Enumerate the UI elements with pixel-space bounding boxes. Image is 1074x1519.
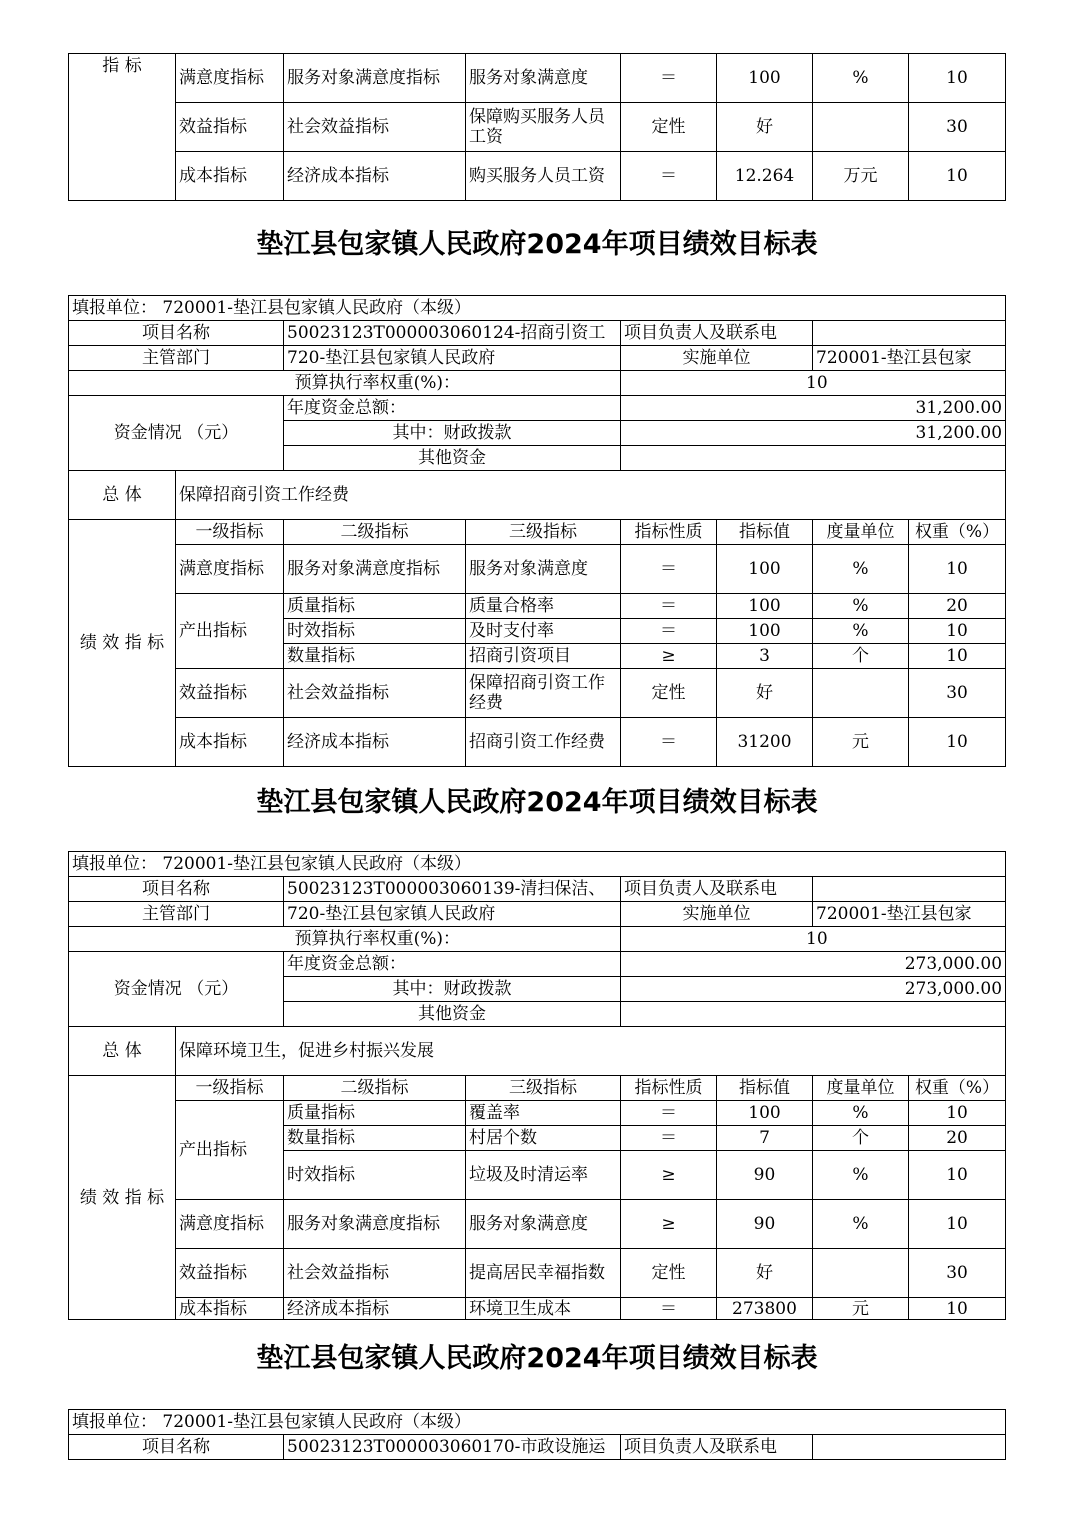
lvl1-cell: 满意度指标	[176, 54, 284, 103]
funds-other-label: 其他资金	[284, 1002, 621, 1027]
lvl1-cell: 效益指标	[176, 669, 284, 718]
lvl3-cell: 环境卫生成本	[466, 1298, 621, 1320]
funds-fiscal-value: 273,000.00	[621, 977, 1006, 1002]
unit-cell	[813, 669, 909, 718]
weight-cell: 10	[909, 54, 1006, 103]
lvl3-cell: 保障招商引资工作经费	[466, 669, 621, 718]
lvl3-cell: 保障购买服务人员工资	[466, 103, 621, 152]
overall-text: 保障招商引资工作经费	[176, 471, 1006, 520]
lvl3-cell: 提高居民幸福指数	[466, 1249, 621, 1298]
weight-cell: 10	[909, 1151, 1006, 1200]
impl-value: 720001-垫江县包家	[813, 346, 1006, 371]
contact-value	[813, 877, 1006, 902]
header-value: 指标值	[717, 520, 813, 545]
lvl2-cell: 服务对象满意度指标	[284, 1200, 466, 1249]
lvl2-cell: 时效指标	[284, 619, 466, 644]
weight-cell: 10	[909, 1101, 1006, 1126]
lvl2-cell: 质量指标	[284, 1101, 466, 1126]
header-weight: 权重（%）	[909, 520, 1006, 545]
project-name-value: 50023123T000003060124-招商引资工	[284, 321, 621, 346]
value-cell: 好	[717, 1249, 813, 1298]
value-cell: 100	[717, 54, 813, 103]
nature-cell: 定性	[621, 103, 717, 152]
lvl1-cell: 效益指标	[176, 103, 284, 152]
nature-cell: ＝	[621, 545, 717, 594]
weight-cell: 30	[909, 669, 1006, 718]
project-name-value: 50023123T000003060170-市政设施运	[284, 1435, 621, 1460]
lvl3-cell: 质量合格率	[466, 594, 621, 619]
lvl2-cell: 服务对象满意度指标	[284, 54, 466, 103]
page-title: 垫江县包家镇人民政府2024年项目绩效目标表	[256, 1343, 818, 1374]
weight-cell: 10	[909, 1298, 1006, 1320]
lvl2-cell: 社会效益指标	[284, 103, 466, 152]
funds-total-value: 273,000.00	[621, 952, 1006, 977]
lvl3-cell: 及时支付率	[466, 619, 621, 644]
performance-table	[68, 851, 1006, 1320]
lvl3-cell: 垃圾及时清运率	[466, 1151, 621, 1200]
impl-value: 720001-垫江县包家	[813, 902, 1006, 927]
lvl1-cell: 满意度指标	[176, 545, 284, 594]
funds-total-label: 年度资金总额：	[284, 952, 621, 977]
perf-label: 绩 效 指 标	[69, 520, 176, 767]
lvl2-cell: 经济成本指标	[284, 1298, 466, 1320]
value-cell: 100	[717, 619, 813, 644]
contact-value	[813, 321, 1006, 346]
lvl2-cell: 经济成本指标	[284, 718, 466, 767]
value-cell: 273800	[717, 1298, 813, 1320]
lvl1-cell: 效益指标	[176, 1249, 284, 1298]
lvl2-cell: 服务对象满意度指标	[284, 545, 466, 594]
filler-unit: 填报单位： 720001-垫江县包家镇人民政府（本级）	[69, 1410, 1006, 1435]
funds-other-value	[621, 1002, 1006, 1027]
value-cell: 7	[717, 1126, 813, 1151]
header-lvl3: 三级指标	[466, 520, 621, 545]
nature-cell: ＝	[621, 1298, 717, 1320]
value-cell: 100	[717, 594, 813, 619]
funds-other-label: 其他资金	[284, 446, 621, 471]
weight-cell: 10	[909, 545, 1006, 594]
lvl2-cell: 质量指标	[284, 594, 466, 619]
contact-label: 项目负责人及联系电	[621, 1435, 813, 1460]
contact-label: 项目负责人及联系电	[621, 321, 813, 346]
lvl3-cell: 服务对象满意度	[466, 1200, 621, 1249]
weight-cell: 10	[909, 1200, 1006, 1249]
rate-label: 预算执行率权重(%)：	[69, 927, 621, 952]
project-name-label: 项目名称	[69, 877, 284, 902]
funds-other-value	[621, 446, 1006, 471]
header-lvl2: 二级指标	[284, 1076, 466, 1101]
lvl3-cell: 服务对象满意度	[466, 545, 621, 594]
unit-cell: 元	[813, 1298, 909, 1320]
funds-label: 资金情况 （元）	[69, 396, 284, 471]
unit-cell	[813, 1249, 909, 1298]
unit-cell: %	[813, 594, 909, 619]
performance-table	[68, 295, 1006, 767]
nature-cell: 定性	[621, 1249, 717, 1298]
lvl3-cell: 覆盖率	[466, 1101, 621, 1126]
weight-cell: 10	[909, 644, 1006, 669]
value-cell: 100	[717, 1101, 813, 1126]
project-name-label: 项目名称	[69, 1435, 284, 1460]
weight-cell: 30	[909, 1249, 1006, 1298]
unit-cell: 个	[813, 644, 909, 669]
lvl2-cell: 数量指标	[284, 1126, 466, 1151]
lvl2-cell: 数量指标	[284, 644, 466, 669]
project-name-label: 项目名称	[69, 321, 284, 346]
nature-cell: ≥	[621, 644, 717, 669]
contact-value	[813, 1435, 1006, 1460]
nature-cell: ＝	[621, 1101, 717, 1126]
lvl2-cell: 社会效益指标	[284, 669, 466, 718]
nature-cell: ＝	[621, 594, 717, 619]
value-cell: 好	[717, 669, 813, 718]
perf-label: 绩 效 指 标	[69, 1076, 176, 1320]
funds-total-value: 31,200.00	[621, 396, 1006, 421]
page-title: 垫江县包家镇人民政府2024年项目绩效目标表	[256, 229, 818, 260]
impl-label: 实施单位	[621, 902, 813, 927]
header-lvl1: 一级指标	[176, 520, 284, 545]
funds-total-label: 年度资金总额：	[284, 396, 621, 421]
funds-label: 资金情况 （元）	[69, 952, 284, 1027]
header-lvl2: 二级指标	[284, 520, 466, 545]
lvl1-cell: 满意度指标	[176, 1200, 284, 1249]
lvl2-cell: 经济成本指标	[284, 152, 466, 201]
lvl1-cell: 产出指标	[176, 1101, 284, 1200]
header-weight: 权重（%）	[909, 1076, 1006, 1101]
overall-label: 总 体	[69, 471, 176, 520]
header-unit: 度量单位	[813, 520, 909, 545]
nature-cell: ≥	[621, 1200, 717, 1249]
performance-table	[68, 1409, 1006, 1460]
project-name-value: 50023123T000003060139-清扫保洁、	[284, 877, 621, 902]
contact-label: 项目负责人及联系电	[621, 877, 813, 902]
value-cell: 12.264	[717, 152, 813, 201]
lvl1-cell: 成本指标	[176, 718, 284, 767]
value-cell: 100	[717, 545, 813, 594]
dept-value: 720-垫江县包家镇人民政府	[284, 346, 621, 371]
dept-value: 720-垫江县包家镇人民政府	[284, 902, 621, 927]
unit-cell	[813, 103, 909, 152]
lvl2-cell: 社会效益指标	[284, 1249, 466, 1298]
lvl2-cell: 时效指标	[284, 1151, 466, 1200]
funds-fiscal-value: 31,200.00	[621, 421, 1006, 446]
category-cell: 指 标	[69, 54, 176, 201]
nature-cell: ＝	[621, 54, 717, 103]
weight-cell: 10	[909, 152, 1006, 201]
header-unit: 度量单位	[813, 1076, 909, 1101]
header-lvl1: 一级指标	[176, 1076, 284, 1101]
lvl1-cell: 成本指标	[176, 1298, 284, 1320]
overall-label: 总 体	[69, 1027, 176, 1076]
lvl3-cell: 招商引资项目	[466, 644, 621, 669]
rate-label: 预算执行率权重(%)：	[69, 371, 621, 396]
value-cell: 3	[717, 644, 813, 669]
unit-cell: %	[813, 1200, 909, 1249]
unit-cell: 万元	[813, 152, 909, 201]
nature-cell: ＝	[621, 152, 717, 201]
filler-unit: 填报单位： 720001-垫江县包家镇人民政府（本级）	[69, 296, 1006, 321]
value-cell: 90	[717, 1200, 813, 1249]
value-cell: 好	[717, 103, 813, 152]
filler-unit: 填报单位： 720001-垫江县包家镇人民政府（本级）	[69, 852, 1006, 877]
rate-value: 10	[621, 371, 1006, 396]
page-title: 垫江县包家镇人民政府2024年项目绩效目标表	[256, 787, 818, 818]
weight-cell: 30	[909, 103, 1006, 152]
lvl3-cell: 招商引资工作经费	[466, 718, 621, 767]
header-nature: 指标性质	[621, 520, 717, 545]
unit-cell: %	[813, 545, 909, 594]
weight-cell: 20	[909, 1126, 1006, 1151]
dept-label: 主管部门	[69, 902, 284, 927]
lvl1-cell: 成本指标	[176, 152, 284, 201]
lvl3-cell: 村居个数	[466, 1126, 621, 1151]
nature-cell: ＝	[621, 718, 717, 767]
lvl3-cell: 服务对象满意度	[466, 54, 621, 103]
unit-cell: %	[813, 1151, 909, 1200]
unit-cell: %	[813, 619, 909, 644]
weight-cell: 20	[909, 594, 1006, 619]
weight-cell: 10	[909, 619, 1006, 644]
overall-text: 保障环境卫生，促进乡村振兴发展	[176, 1027, 1006, 1076]
value-cell: 90	[717, 1151, 813, 1200]
value-cell: 31200	[717, 718, 813, 767]
funds-fiscal-label: 其中：财政拨款	[284, 421, 621, 446]
nature-cell: 定性	[621, 669, 717, 718]
lvl3-cell: 购买服务人员工资	[466, 152, 621, 201]
header-value: 指标值	[717, 1076, 813, 1101]
unit-cell: 个	[813, 1126, 909, 1151]
funds-fiscal-label: 其中：财政拨款	[284, 977, 621, 1002]
header-nature: 指标性质	[621, 1076, 717, 1101]
nature-cell: ≥	[621, 1151, 717, 1200]
unit-cell: 元	[813, 718, 909, 767]
weight-cell: 10	[909, 718, 1006, 767]
rate-value: 10	[621, 927, 1006, 952]
header-lvl3: 三级指标	[466, 1076, 621, 1101]
impl-label: 实施单位	[621, 346, 813, 371]
lvl1-cell: 产出指标	[176, 594, 284, 669]
unit-cell: %	[813, 54, 909, 103]
dept-label: 主管部门	[69, 346, 284, 371]
fragment-table	[68, 53, 1006, 201]
nature-cell: ＝	[621, 1126, 717, 1151]
nature-cell: ＝	[621, 619, 717, 644]
unit-cell: %	[813, 1101, 909, 1126]
